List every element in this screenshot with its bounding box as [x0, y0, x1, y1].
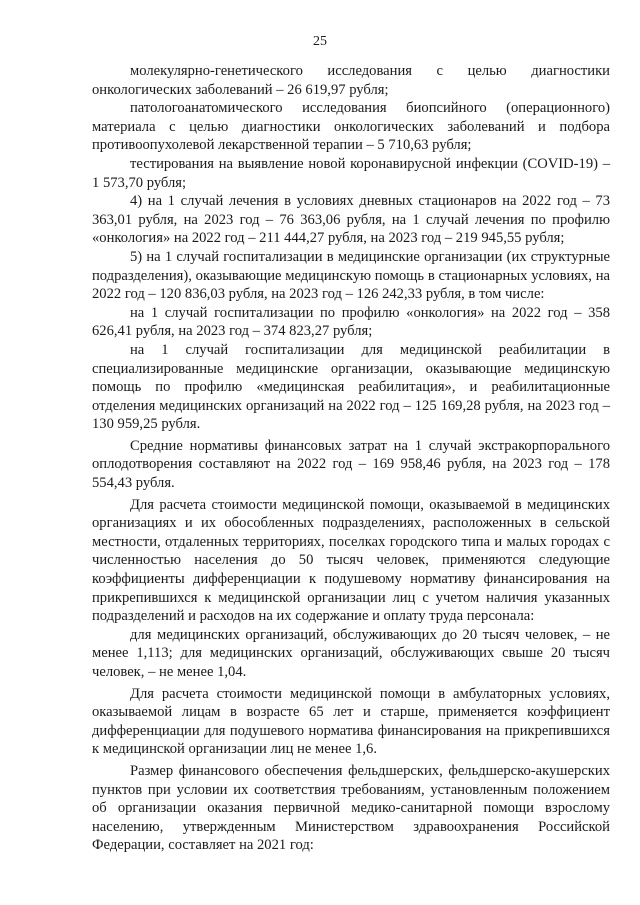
paragraph-feldsher-points: Размер финансового обеспечения фельдшерских, фельдшерско-акушерских пунктов при условии их соответствия требованиям, установленным положением об организации оказания первичной медико-санитарной помощи взрослому населению, утвержденным Министерством здравоохранения Российской Федерации, составляет на 2021 год:: [92, 762, 610, 854]
paragraph-oncology-hospitalization: на 1 случай госпитализации по профилю «онкология» на 2022 год – 358 626,41 рубля, на 2023 год – 374 823,27 рубля;: [92, 304, 610, 340]
paragraph-day-hospital: 4) на 1 случай лечения в условиях дневных стационаров на 2022 год – 73 363,01 рубля, на 2023 год – 76 363,06 рубля, на 1 случай лечения по профилю «онкология» на 2022 год – 211 444,27 рубля, на 2023 год – 219 945,55 рубля;: [92, 193, 610, 247]
paragraph-coefficient-values: для медицинских организаций, обслуживающих до 20 тысяч человек, – не менее 1,113; для медицинских организаций, обслуживающих свыше 20 тысяч человек, – не менее 1,04.: [92, 626, 610, 680]
paragraph-covid-testing: тестирования на выявление новой коронавирусной инфекции (COVID-19) – 1 573,70 рубля;: [92, 155, 610, 191]
paragraph-rural-coefficients: Для расчета стоимости медицинской помощи, оказываемой в медицинских организациях и их обособленных подразделениях, расположенных в сельской местности, отдаленных территориях, поселках городского типа и малых городах с численностью населения до 50 тысяч человек, применяются следующие коэффициенты дифференциации к подушевому нормативу финансирования на прикрепившихся к медицинской организации лиц с учетом наличия указанных подразделений и расходов на их содержание и оплату труда персонала:: [92, 496, 610, 625]
paragraph-ivf-standards: Средние нормативы финансовых затрат на 1 случай экстракорпорального оплодотворения составляют на 2022 год – 169 958,46 рубля, на 2023 год – 178 554,43 рубля.: [92, 437, 610, 492]
document-body: [92, 62, 610, 855]
page-number: 25: [313, 34, 327, 49]
paragraph-rehabilitation: на 1 случай госпитализации для медицинской реабилитации в специализированные медицинские организации, оказывающие медицинскую помощь по профилю «медицинская реабилитация», и реабилитационные отделения медицинских организаций на 2022 год – 125 169,28 рубля, на 2023 год – 130 959,25 рубля.: [92, 341, 610, 433]
paragraph-elderly-coefficient: Для расчета стоимости медицинской помощи в амбулаторных условиях, оказываемой лицам в возрасте 65 лет и старше, применяется коэффициент дифференциации для подушевого норматива финансирования на прикрепившихся к медицинской организации лиц не менее 1,6.: [92, 685, 610, 758]
paragraph-molecular-genetic: молекулярно-генетического исследования с целью диагностики онкологических заболеваний – 26 619,97 рубля;: [92, 63, 610, 98]
paragraph-hospitalization: 5) на 1 случай госпитализации в медицинские организации (их структурные подразделения), оказывающие медицинскую помощь в стационарных условиях, на 2022 год – 120 836,03 рубля, на 2023 год – 126 242,33 рубля, в том числе:: [92, 248, 610, 303]
paragraph-pathology-biopsy: патологоанатомического исследования биопсийного (операционного) материала с целью диагностики онкологических заболеваний и подбора противоопухолевой лекарственной терапии – 5 710,63 рубля;: [92, 100, 610, 154]
